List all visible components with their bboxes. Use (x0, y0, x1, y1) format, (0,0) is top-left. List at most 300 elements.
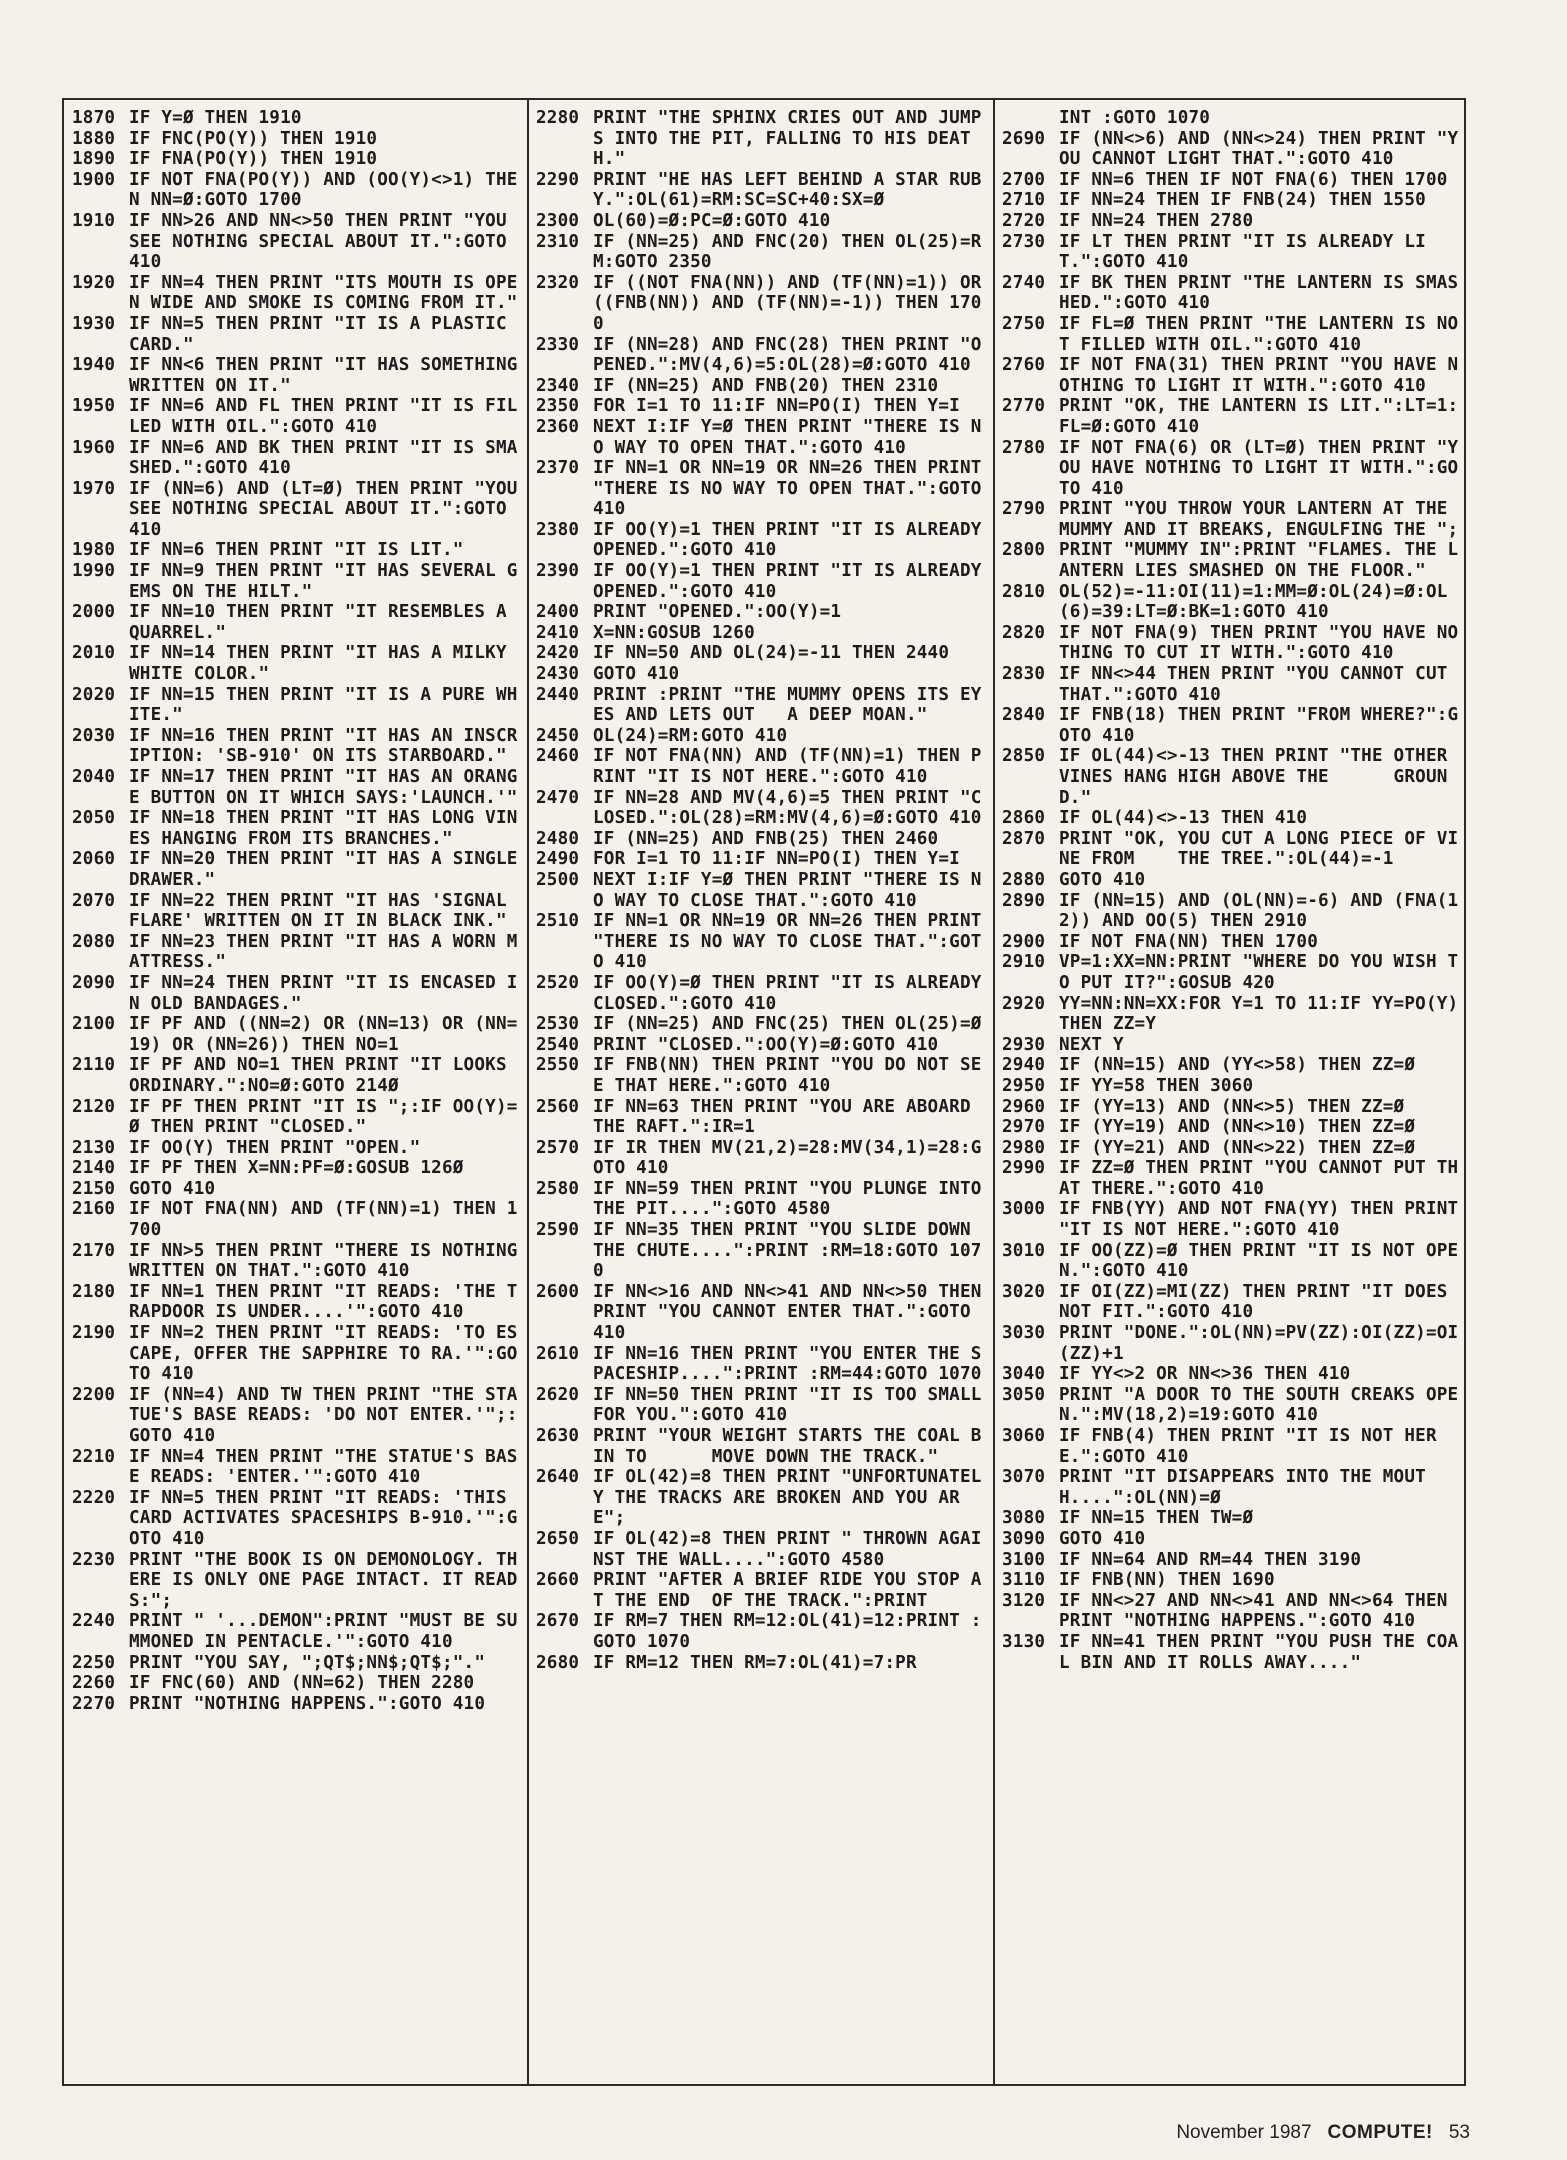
line-number: 2120 (72, 1096, 116, 1117)
line-code: IF (NN=25) AND FNC(20) THEN OL(25)=RM:GOTO 2350 (593, 231, 982, 273)
line-code: IF (YY=19) AND (NN<>10) THEN ZZ=Ø (1059, 1117, 1416, 1138)
line-number: 2020 (72, 684, 116, 705)
line-number: 3040 (1002, 1364, 1046, 1385)
code-line (1002, 870, 1462, 891)
code-line (72, 129, 522, 150)
line-code: IF NN=6 THEN PRINT "IT IS LIT." (129, 540, 464, 561)
line-number: 1920 (72, 272, 116, 293)
line-number: 2810 (1002, 581, 1046, 602)
line-number: 2290 (536, 169, 580, 190)
code-line (536, 1014, 988, 1035)
line-code: NEXT Y (1059, 1034, 1124, 1055)
line-number: 2190 (72, 1323, 116, 1344)
line-code: IF NN=24 THEN PRINT "IT IS ENCASED IN OLD BANDAGES." (129, 972, 518, 1014)
code-line (1002, 1055, 1462, 1076)
line-number: 2180 (72, 1281, 116, 1302)
line-code: IF NN=50 THEN PRINT "IT IS TOO SMALL FOR YOU.":GOTO 410 (593, 1384, 993, 1426)
line-number: 2580 (536, 1178, 580, 1199)
code-line (536, 1344, 988, 1385)
line-code: IF NN=16 THEN PRINT "YOU ENTER THE SPACESHIP....":PRINT :RM=44:GOTO 1070 (593, 1343, 982, 1385)
line-code: IF NN>5 THEN PRINT "THERE IS NOTHING WRITTEN ON THAT.":GOTO 410 (129, 1240, 529, 1282)
line-number: 2560 (536, 1096, 580, 1117)
line-number: 2030 (72, 725, 116, 746)
line-number: 2010 (72, 643, 116, 664)
line-code: IF NN=24 THEN IF FNB(24) THEN 1550 (1059, 190, 1426, 211)
code-line (72, 1097, 522, 1138)
code-line (1002, 170, 1462, 191)
code-line (72, 1611, 522, 1652)
line-code: PRINT "CLOSED.":OO(Y)=Ø:GOTO 410 (593, 1034, 939, 1055)
code-line (1002, 438, 1462, 500)
line-number: 2630 (536, 1426, 580, 1446)
magazine-name: COMPUTE! (1327, 2122, 1433, 2143)
line-number: 2150 (72, 1178, 116, 1199)
line-number: 2040 (72, 767, 116, 787)
code-line (72, 767, 522, 808)
line-code: IF FNB(18) THEN PRINT "FROM WHERE?":GOTO 410 (1059, 705, 1459, 746)
code-line (1002, 582, 1462, 623)
line-code: PRINT "THE BOOK IS ON DEMONOLOGY. THERE IS ONLY ONE PAGE INTACT. IT READS:"; (129, 1549, 518, 1611)
line-number: 2270 (72, 1693, 116, 1714)
line-number: 2790 (1002, 499, 1046, 520)
code-line (1002, 129, 1462, 170)
line-number: 2050 (72, 808, 116, 829)
line-number: 2340 (536, 375, 580, 396)
code-line (72, 1158, 522, 1179)
line-code: IF NN=6 AND FL THEN PRINT "IT IS FILLED WITH OIL.":GOTO 410 (129, 396, 518, 437)
listing-column-1 (72, 108, 529, 2078)
code-line (72, 1673, 522, 1694)
line-code: IF (NN=25) AND FNC(25) THEN OL(25)=Ø (593, 1014, 982, 1035)
line-code: FOR I=1 TO 11:IF NN=PO(I) THEN Y=I (593, 849, 960, 870)
line-number: 2240 (72, 1611, 116, 1632)
line-number: 1940 (72, 355, 116, 376)
line-code: PRINT :PRINT "THE MUMMY OPENS ITS EYES AND LETS OUT A DEEP MOAN." (593, 684, 982, 726)
code-line (72, 438, 522, 479)
line-code: IF NN=4 THEN PRINT "ITS MOUTH IS OPEN WIDE AND SMOKE IS COMING FROM IT." (129, 272, 518, 314)
line-code: IF YY=58 THEN 3060 (1059, 1075, 1254, 1096)
line-code: GOTO 410 (593, 664, 680, 685)
line-code: IF NOT FNA(6) OR (LT=Ø) THEN PRINT "YOU HAVE NOTHING TO LIGHT IT WITH.":GOTO 410 (1059, 437, 1459, 499)
code-line (72, 108, 522, 129)
code-line (536, 211, 988, 232)
line-number: 2520 (536, 972, 580, 993)
line-code: IF NOT FNA(NN) AND (TF(NN)=1) THEN 1700 (129, 1199, 518, 1241)
code-line (72, 1055, 522, 1096)
line-number: 2390 (536, 561, 580, 582)
code-line (536, 335, 988, 376)
line-number: 2880 (1002, 869, 1046, 890)
listing-column-3 (1002, 108, 1470, 2078)
line-number: 2170 (72, 1240, 116, 1261)
code-line (72, 1653, 522, 1674)
line-number: 2700 (1002, 169, 1046, 190)
line-number: 1960 (72, 437, 116, 458)
code-line (1002, 273, 1462, 314)
line-code: NEXT I:IF Y=Ø THEN PRINT "THERE IS NO WAY TO OPEN THAT.":GOTO 410 (593, 416, 982, 458)
line-number: 2620 (536, 1384, 580, 1405)
code-line (1002, 829, 1462, 870)
line-code: IF OL(44)<>-13 THEN PRINT "THE OTHER VINES HANG HIGH ABOVE THE GROUND." (1059, 746, 1459, 808)
line-number (1002, 108, 1059, 129)
code-line (72, 355, 529, 396)
line-number: 1930 (72, 313, 116, 334)
line-code: IF NN=10 THEN PRINT "IT RESEMBLES A QUARREL." (129, 602, 518, 643)
line-number: 3110 (1002, 1570, 1046, 1591)
code-line (1002, 891, 1462, 932)
line-code: IF NN=15 THEN PRINT "IT IS A PURE WHITE." (129, 684, 518, 726)
line-number: 2450 (536, 725, 580, 746)
line-number: 2320 (536, 272, 580, 293)
line-number: 2230 (72, 1549, 116, 1570)
line-code: IF NN=6 THEN IF NOT FNA(6) THEN 1700 (1059, 169, 1448, 190)
line-code: IF NN<6 THEN PRINT "IT HAS SOMETHING WRITTEN ON IT." (129, 355, 529, 396)
code-line (1002, 664, 1462, 705)
line-code: PRINT "DONE.":OL(NN)=PV(ZZ):OI(ZZ)=OI(ZZ)+1 (1059, 1323, 1459, 1364)
line-number: 2200 (72, 1384, 116, 1405)
line-code: PRINT "THE SPHINX CRIES OUT AND JUMPS INTO THE PIT, FALLING TO HIS DEATH." (593, 108, 982, 170)
code-line (72, 314, 522, 355)
code-line (536, 1570, 988, 1611)
line-code: IF NN=18 THEN PRINT "IT HAS LONG VINES HANGING FROM ITS BRANCHES." (129, 808, 518, 849)
code-line (72, 1014, 522, 1055)
line-number: 1950 (72, 396, 116, 417)
line-number: 2550 (536, 1055, 580, 1076)
code-line (1002, 808, 1462, 829)
line-code: OL(24)=RM:GOTO 410 (593, 725, 788, 746)
line-code: IF ZZ=Ø THEN PRINT "YOU CANNOT PUT THAT THERE.":GOTO 410 (1059, 1158, 1459, 1199)
code-line (536, 1281, 993, 1344)
code-line (536, 1035, 988, 1056)
code-line (1002, 1117, 1462, 1138)
line-code: IF OO(Y)=Ø THEN PRINT "IT IS ALREADY CLOSED.":GOTO 410 (593, 972, 993, 1014)
line-number: 2330 (536, 334, 580, 355)
code-line (1002, 1158, 1462, 1199)
line-code: IF NOT FNA(9) THEN PRINT "YOU HAVE NOTHING TO CUT IT WITH.":GOTO 410 (1059, 622, 1459, 664)
code-line (1002, 705, 1462, 746)
code-line (1002, 396, 1462, 437)
code-line (72, 1138, 522, 1159)
line-number: 2110 (72, 1055, 116, 1076)
line-code: IF NN=1 OR NN=19 OR NN=26 THEN PRINT "THERE IS NO WAY TO OPEN THAT.":GOTO 410 (593, 458, 993, 520)
line-code: IF LT THEN PRINT "IT IS ALREADY LIT.":GOTO 410 (1059, 231, 1426, 273)
line-number: 1910 (72, 210, 116, 231)
code-line (536, 685, 988, 726)
line-code: PRINT "IT DISAPPEARS INTO THE MOUTH....":OL(NN)=Ø (1059, 1467, 1426, 1508)
code-line (536, 911, 993, 973)
line-code: PRINT " '...DEMON":PRINT "MUST BE SUMMONED IN PENTACLE.'":GOTO 410 (129, 1611, 518, 1652)
line-number: 2350 (536, 396, 580, 417)
line-code: GOTO 410 (1059, 1528, 1146, 1549)
code-line (536, 1426, 988, 1467)
line-code: IF NN=1 OR NN=19 OR NN=26 THEN PRINT "THERE IS NO WAY TO CLOSE THAT.":GOTO 410 (593, 911, 993, 973)
line-code: IF NN=59 THEN PRINT "YOU PLUNGE INTO THE PIT....":GOTO 4580 (593, 1178, 993, 1220)
line-number: 2720 (1002, 210, 1046, 231)
line-code: IF OL(42)=8 THEN PRINT " THROWN AGAINST THE WALL....":GOTO 4580 (593, 1528, 982, 1570)
line-code: PRINT "AFTER A BRIEF RIDE YOU STOP AT THE END OF THE TRACK.":PRINT (593, 1570, 982, 1611)
code-line (536, 829, 988, 850)
code-line (72, 170, 522, 211)
line-code: IF IR THEN MV(21,2)=28:MV(34,1)=28:GOTO 410 (593, 1137, 982, 1179)
line-number: 1890 (72, 149, 116, 170)
line-code: IF FNB(4) THEN PRINT "IT IS NOT HERE.":GOTO 410 (1059, 1426, 1437, 1467)
code-line (1002, 993, 1470, 1035)
line-number: 2750 (1002, 313, 1046, 334)
code-line (536, 170, 988, 211)
line-code: IF FNC(PO(Y)) THEN 1910 (129, 128, 378, 149)
line-code: PRINT "MUMMY IN":PRINT "FLAMES. THE LANTERN LIES SMASHED ON THE FLOOR." (1059, 540, 1459, 582)
line-number: 2510 (536, 911, 580, 932)
line-code: PRINT "YOU SAY, ";QT$;NN$;QT$;"." (129, 1652, 486, 1673)
line-number: 2480 (536, 828, 580, 849)
code-line (72, 1488, 522, 1550)
line-code: IF RM=12 THEN RM=7:OL(41)=7:PR (593, 1652, 917, 1673)
line-code: PRINT "A DOOR TO THE SOUTH CREAKS OPEN.":MV(18,2)=19:GOTO 410 (1059, 1384, 1459, 1426)
code-line (536, 232, 988, 273)
line-number: 2500 (536, 869, 580, 890)
code-line (536, 272, 993, 335)
code-line (536, 623, 988, 644)
code-line (1002, 1550, 1462, 1571)
code-line (536, 519, 993, 561)
code-line (536, 1611, 988, 1652)
code-line (72, 1240, 529, 1282)
line-number: 2920 (1002, 993, 1046, 1014)
line-code: IF OL(44)<>-13 THEN 410 (1059, 808, 1308, 829)
code-line (1002, 190, 1462, 211)
page-number: 53 (1448, 2122, 1470, 2143)
line-code: OL(60)=Ø:PC=Ø:GOTO 410 (593, 210, 831, 231)
code-line (1002, 1508, 1462, 1529)
line-number: 3090 (1002, 1528, 1046, 1549)
code-line (536, 643, 988, 664)
line-number: 2740 (1002, 272, 1046, 293)
code-line (1002, 1467, 1462, 1508)
line-code: IF NN=24 THEN 2780 (1059, 210, 1254, 231)
line-number: 2490 (536, 849, 580, 870)
line-number: 2760 (1002, 355, 1046, 376)
code-line (536, 1055, 988, 1096)
code-line (536, 972, 993, 1014)
line-code: IF (NN=6) AND (LT=Ø) THEN PRINT "YOU SEE NOTHING SPECIAL ABOUT IT.":GOTO 410 (129, 478, 529, 540)
line-code: PRINT "OK, THE LANTERN IS LIT.":LT=1:FL=Ø:GOTO 410 (1059, 396, 1459, 437)
line-number: 2540 (536, 1034, 580, 1055)
code-line (536, 746, 988, 787)
line-code: IF NN=5 THEN PRINT "IT READS: 'THIS CARD ACTIVATES SPACESHIPS B-910.'":GOTO 410 (129, 1487, 518, 1549)
line-code: IF PF AND ((NN=2) OR (NN=13) OR (NN=19) OR (NN=26)) THEN NO=1 (129, 1014, 518, 1055)
line-number: 2890 (1002, 890, 1046, 911)
code-line (72, 396, 522, 437)
code-line (72, 561, 522, 602)
line-number: 2780 (1002, 437, 1046, 458)
code-line (536, 664, 988, 685)
line-number: 2950 (1002, 1075, 1046, 1096)
line-code: IF NN=15 THEN TW=Ø (1059, 1508, 1254, 1529)
line-code: IF (NN=25) AND FNB(25) THEN 2460 (593, 828, 939, 849)
code-line (72, 1550, 522, 1612)
code-line (1002, 1199, 1470, 1241)
line-number: 2070 (72, 890, 116, 911)
code-line (1002, 355, 1462, 396)
code-line (72, 273, 522, 314)
line-code: IF PF THEN PRINT "IT IS ";:IF OO(Y)=Ø THEN PRINT "CLOSED." (129, 1096, 518, 1138)
line-code: FOR I=1 TO 11:IF NN=PO(I) THEN Y=I (593, 396, 960, 417)
line-code: VP=1:XX=NN:PRINT "WHERE DO YOU WISH TO PUT IT?":GOSUB 420 (1059, 952, 1459, 993)
line-number: 2380 (536, 519, 580, 540)
line-number: 3010 (1002, 1240, 1046, 1261)
line-number: 3080 (1002, 1508, 1046, 1529)
line-number: 2670 (536, 1611, 580, 1632)
line-number: 2680 (536, 1652, 580, 1673)
line-number: 2060 (72, 849, 116, 870)
line-code: IF NN=16 THEN PRINT "IT HAS AN INSCRIPTION: 'SB-910' ON ITS STARBOARD." (129, 725, 518, 767)
line-number: 1980 (72, 540, 116, 561)
code-line (1002, 1282, 1462, 1323)
code-line (72, 478, 529, 541)
line-code: IF FNC(60) AND (NN=62) THEN 2280 (129, 1673, 475, 1694)
line-number: 2090 (72, 972, 116, 993)
code-line (536, 788, 988, 829)
code-line (72, 540, 522, 561)
line-number: 2140 (72, 1158, 116, 1179)
line-code: PRINT "OK, YOU CUT A LONG PIECE OF VINE FROM THE TREE.":OL(44)=-1 (1059, 828, 1459, 870)
code-line (536, 1467, 988, 1529)
line-number: 2080 (72, 931, 116, 952)
line-number: 3050 (1002, 1384, 1046, 1405)
program-listing (62, 98, 1470, 2086)
line-code: IF NN=35 THEN PRINT "YOU SLIDE DOWN THE CHUTE....":PRINT :RM=18:GOTO 1070 (593, 1220, 982, 1282)
line-number: 3100 (1002, 1549, 1046, 1570)
code-line (1002, 1591, 1462, 1632)
code-line (1002, 1426, 1462, 1467)
code-line (536, 417, 988, 458)
line-number: 2640 (536, 1467, 580, 1488)
code-line (536, 561, 993, 602)
line-number: 2310 (536, 231, 580, 252)
line-number: 1880 (72, 128, 116, 149)
code-line (72, 1447, 522, 1488)
code-line (72, 1323, 522, 1385)
line-number: 2360 (536, 416, 580, 437)
line-code: IF NN>26 AND NN<>50 THEN PRINT "YOU SEE NOTHING SPECIAL ABOUT IT.":GOTO 410 (129, 210, 518, 273)
line-number: 2940 (1002, 1055, 1046, 1076)
line-number: 1900 (72, 169, 116, 190)
line-code: IF NN=17 THEN PRINT "IT HAS AN ORANGE BUTTON ON IT WHICH SAYS:'LAUNCH.'" (129, 767, 518, 808)
line-number: 2210 (72, 1446, 116, 1467)
line-number: 2980 (1002, 1137, 1046, 1158)
line-number: 2160 (72, 1199, 116, 1220)
issue-date: November 1987 (1176, 2122, 1312, 2143)
code-line (536, 458, 993, 520)
line-number: 2260 (72, 1673, 116, 1694)
line-number: 2420 (536, 643, 580, 664)
line-code: IF (NN=15) AND (OL(NN)=-6) AND (FNA(12)) AND OO(5) THEN 2910 (1059, 890, 1459, 932)
line-code: NEXT I:IF Y=Ø THEN PRINT "THERE IS NO WAY TO CLOSE THAT.":GOTO 410 (593, 869, 982, 911)
line-number: 2250 (72, 1652, 116, 1673)
line-number: 2840 (1002, 705, 1046, 726)
line-code: IF NN=1 THEN PRINT "IT READS: 'THE TRAPDOOR IS UNDER....'":GOTO 410 (129, 1281, 518, 1323)
line-code: PRINT "YOU THROW YOUR LANTERN AT THE MUMMY AND IT BREAKS, ENGULFING THE "; (1059, 499, 1459, 540)
code-line (1002, 746, 1462, 808)
code-line (1002, 1323, 1462, 1364)
code-line (536, 1138, 988, 1179)
code-line (72, 149, 522, 170)
line-code: IF NOT FNA(NN) AND (TF(NN)=1) THEN PRINT "IT IS NOT HERE.":GOTO 410 (593, 746, 982, 787)
line-code: GOTO 410 (129, 1178, 216, 1199)
line-number: 2900 (1002, 931, 1046, 952)
line-number: 2800 (1002, 540, 1046, 561)
line-code: IF (YY=21) AND (NN<>22) THEN ZZ=Ø (1059, 1137, 1416, 1158)
code-line (1002, 1076, 1462, 1097)
line-code: IF ((NOT FNA(NN)) AND (TF(NN)=1)) OR ((FNB(NN)) AND (TF(NN)=-1)) THEN 1700 (593, 272, 993, 334)
line-number: 2440 (536, 684, 580, 705)
line-number: 2000 (72, 602, 116, 623)
line-code: INT :GOTO 1070 (1059, 108, 1211, 128)
line-code: IF (NN<>6) AND (NN<>24) THEN PRINT "YOU CANNOT LIGHT THAT.":GOTO 410 (1059, 128, 1459, 170)
line-number: 2710 (1002, 190, 1046, 211)
code-line (1002, 314, 1462, 355)
line-code: IF NN=64 AND RM=44 THEN 3190 (1059, 1549, 1362, 1570)
code-line (536, 108, 988, 170)
listing-column-2 (536, 108, 993, 2078)
code-line (72, 602, 522, 643)
line-code: IF FNB(NN) THEN 1690 (1059, 1570, 1275, 1591)
line-code: IF NN=9 THEN PRINT "IT HAS SEVERAL GEMS ON THE HILT." (129, 561, 518, 602)
line-code: X=NN:GOSUB 1260 (593, 622, 755, 643)
line-code: IF (NN=4) AND TW THEN PRINT "THE STATUE'S BASE READS: 'DO NOT ENTER.'";:GOTO 410 (129, 1384, 518, 1446)
code-line (1002, 1632, 1462, 1673)
line-code: IF OO(Y)=1 THEN PRINT "IT IS ALREADY OPENED.":GOTO 410 (593, 519, 993, 561)
line-number: 3130 (1002, 1631, 1046, 1652)
line-code: IF NOT FNA(NN) THEN 1700 (1059, 931, 1319, 952)
code-line (72, 891, 522, 932)
code-line (72, 849, 529, 890)
line-code: YY=NN:NN=XX:FOR Y=1 TO 11:IF YY=PO(Y) THEN ZZ=Y (1059, 993, 1470, 1035)
line-code: OL(52)=-11:OI(11)=1:MM=Ø:OL(24)=Ø:OL(6)=39:LT=Ø:BK=1:GOTO 410 (1059, 581, 1448, 623)
code-line (72, 808, 522, 849)
line-number: 3070 (1002, 1467, 1046, 1488)
line-number: 2610 (536, 1343, 580, 1364)
code-line (1002, 1097, 1462, 1118)
line-code: IF OI(ZZ)=MI(ZZ) THEN PRINT "IT DOES NOT FIT.":GOTO 410 (1059, 1281, 1459, 1323)
line-code: IF NN=63 THEN PRINT "YOU ARE ABOARD THE RAFT.":IR=1 (593, 1096, 982, 1138)
line-code: PRINT "HE HAS LEFT BEHIND A STAR RUBY.":OL(61)=RM:SC=SC+40:SX=Ø (593, 169, 982, 211)
line-code: IF PF AND NO=1 THEN PRINT "IT LOOKS ORDINARY.":NO=Ø:GOTO 214Ø (129, 1055, 518, 1096)
code-line (1002, 1529, 1462, 1550)
line-code: IF (NN=25) AND FNB(20) THEN 2310 (593, 375, 939, 396)
line-code: IF NN=4 THEN PRINT "THE STATUE'S BASE READS: 'ENTER.'":GOTO 410 (129, 1446, 518, 1488)
line-code: IF NN=28 AND MV(4,6)=5 THEN PRINT "CLOSED.":OL(28)=RM:MV(4,6)=Ø:GOTO 410 (593, 787, 982, 829)
line-code: IF FL=Ø THEN PRINT "THE LANTERN IS NOT FILLED WITH OIL.":GOTO 410 (1059, 313, 1459, 355)
code-line (72, 643, 522, 684)
line-number: 2910 (1002, 952, 1046, 973)
code-line (1002, 1241, 1462, 1282)
line-code: IF BK THEN PRINT "THE LANTERN IS SMASHED.":GOTO 410 (1059, 272, 1459, 314)
line-number: 3020 (1002, 1281, 1046, 1302)
line-code: IF NN=41 THEN PRINT "YOU PUSH THE COAL BIN AND IT ROLLS AWAY...." (1059, 1631, 1459, 1673)
code-line (72, 1385, 522, 1447)
line-number: 3030 (1002, 1323, 1046, 1344)
code-line (1002, 623, 1462, 664)
line-number: 2530 (536, 1014, 580, 1035)
code-line (1002, 932, 1462, 953)
line-number: 2830 (1002, 664, 1046, 685)
line-number: 2280 (536, 108, 580, 128)
code-line (536, 1178, 993, 1220)
line-number: 2130 (72, 1137, 116, 1158)
line-number: 2930 (1002, 1034, 1046, 1055)
line-code: IF OL(42)=8 THEN PRINT "UNFORTUNATELY THE TRACKS ARE BROKEN AND YOU ARE"; (593, 1467, 982, 1529)
